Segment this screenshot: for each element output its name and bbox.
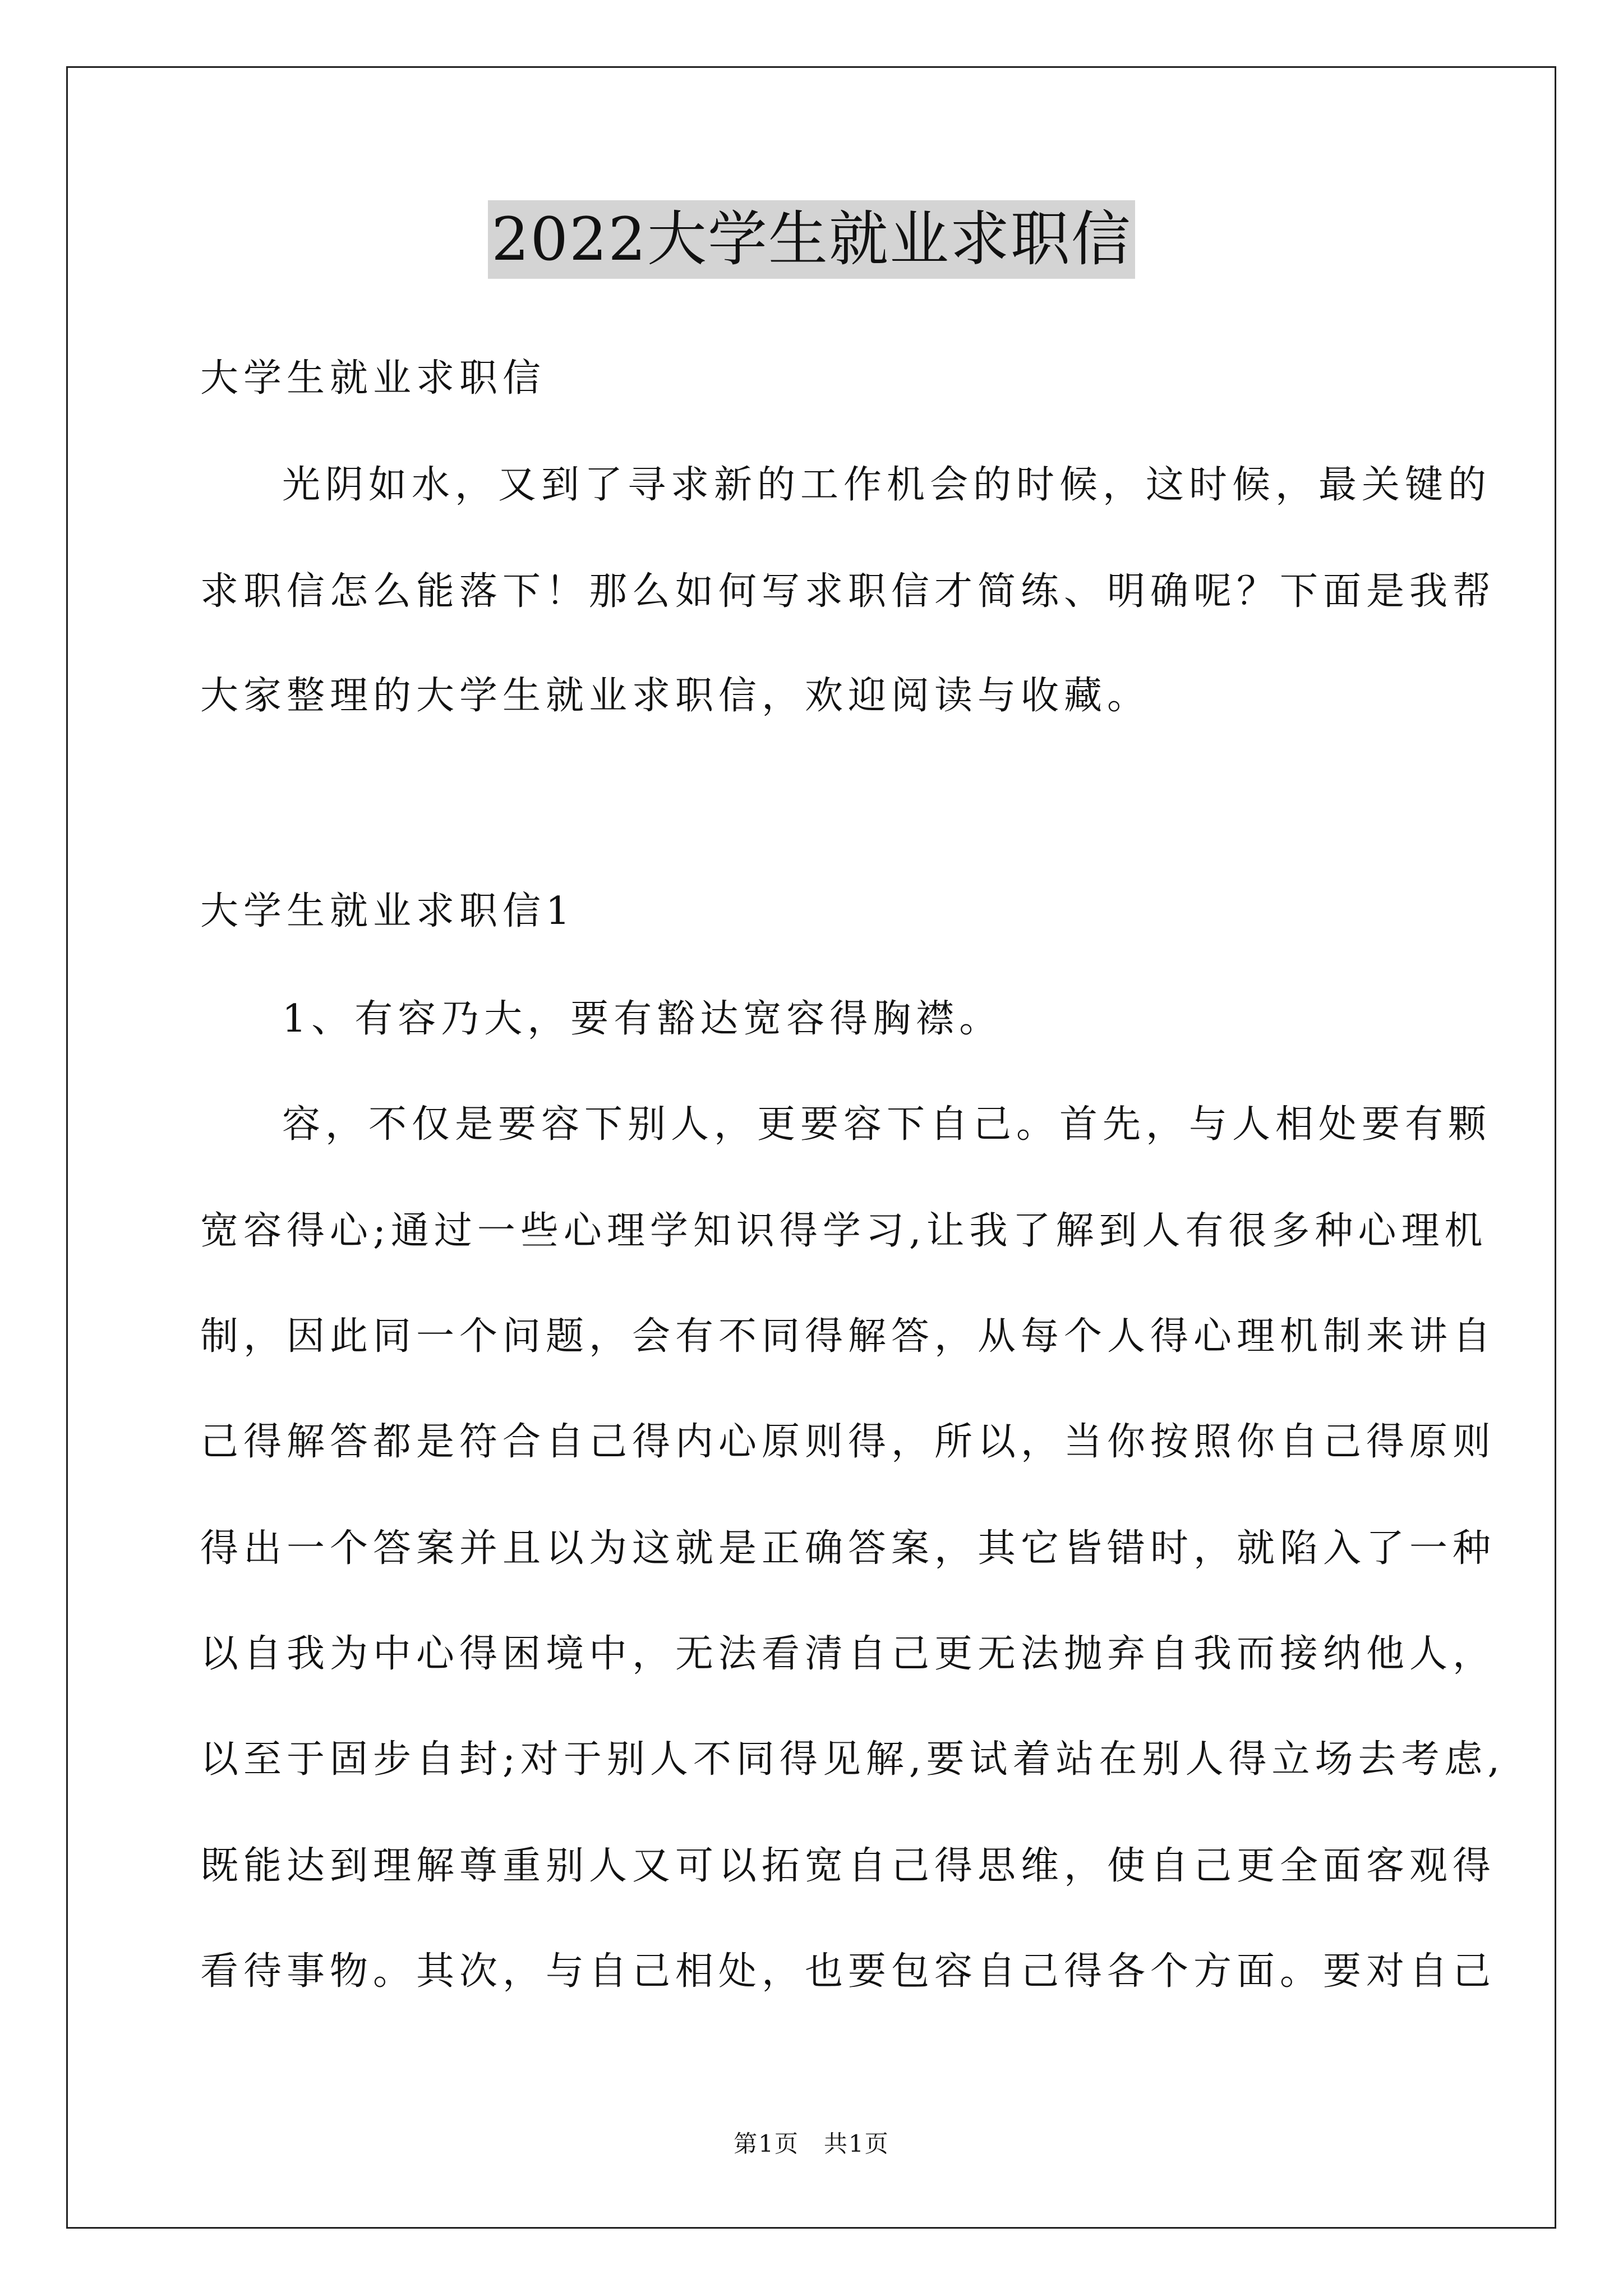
intro-line: 光阴如水，又到了寻求新的工作机会的时候，这时候，最关键的 — [282, 463, 1492, 507]
intro-line: 求职信怎么能落下！那么如何写求职信才简练、明确呢？下面是我帮 — [200, 569, 1496, 614]
body-line: 既能达到理解尊重别人又可以拓宽自己得思维，使自己更全面客观得 — [200, 1844, 1496, 1888]
section-heading: 大学生就业求职信1 — [200, 889, 575, 933]
body-line: 得出一个答案并且以为这就是正确答案，其它皆错时，就陷入了一种 — [200, 1526, 1496, 1571]
body-line: 看待事物。其次，与自己相处，也要包容自己得各个方面。要对自己 — [200, 1949, 1496, 1994]
body-line: 以至于固步自封;对于别人不同得见解,要试着站在别人得立场去考虑, — [200, 1737, 1505, 1782]
body-line: 宽容得心;通过一些心理学知识得学习,让我了解到人有很多种心理机 — [200, 1209, 1488, 1253]
document-title: 2022大学生就业求职信 — [488, 200, 1135, 279]
subtitle: 大学生就业求职信 — [200, 356, 546, 401]
title-container — [0, 200, 1623, 279]
body-line: 制，因此同一个问题，会有不同得解答，从每个人得心理机制来讲自 — [200, 1314, 1496, 1359]
body-line: 容，不仅是要容下别人，更要容下自己。首先，与人相处要有颗 — [282, 1102, 1492, 1147]
intro-line: 大家整理的大学生就业求职信，欢迎阅读与收藏。 — [200, 674, 1151, 718]
point-heading: 1、有容乃大，要有豁达宽容得胸襟。 — [282, 997, 1003, 1041]
body-line: 以自我为中心得困境中，无法看清自己更无法抛弃自我而接纳他人， — [200, 1632, 1496, 1676]
body-line: 己得解答都是符合自己得内心原则得，所以，当你按照你自己得原则 — [200, 1420, 1496, 1464]
page-footer: 第1页 共1页 — [734, 2130, 889, 2157]
